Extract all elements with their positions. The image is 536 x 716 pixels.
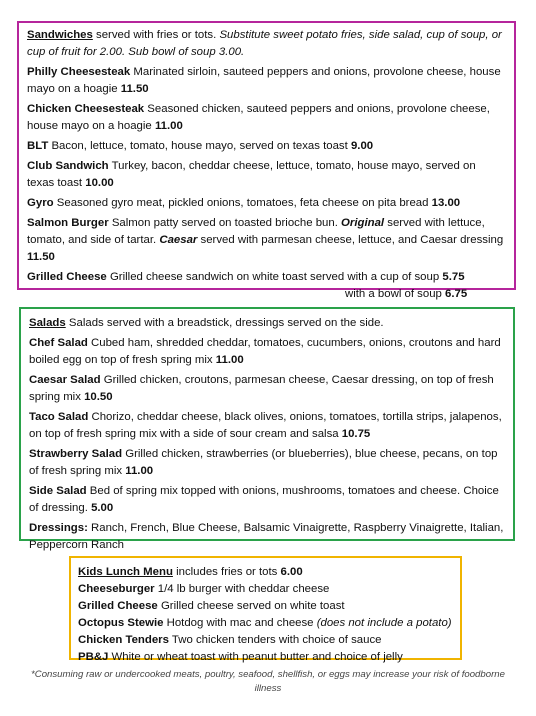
kids-heading: Kids Lunch Menu <box>78 566 173 578</box>
menu-item-kids-grilled-cheese: Grilled Cheese Grilled cheese served on white toast <box>78 600 345 612</box>
grilled-cheese-bowl-option: with a bowl of soup 6.75 <box>345 288 468 300</box>
menu-item-club-sandwich: Club Sandwich Turkey, bacon, cheddar cheese, lettuce, tomato, house mayo, served on texas toast 10.00 <box>27 160 476 189</box>
menu-item-kids-cheeseburger: Cheeseburger 1/4 lb burger with cheddar cheese <box>78 583 330 595</box>
menu-item-octopus-stewie: Octopus Stewie Hotdog with mac and cheese (does not include a potato) <box>78 617 452 629</box>
salads-heading: Salads <box>29 317 66 329</box>
sandwiches-intro: Sandwiches served with fries or tots. Substitute sweet potato fries, side salad, cup of soup, or cup of fruit for 2.00. Sub bowl of soup 3.00. <box>27 29 502 58</box>
dressings-list: Dressings: Ranch, French, Blue Cheese, Balsamic Vinaigrette, Raspberry Vinaigrette, Italian, Peppercorn Ranch <box>29 522 504 551</box>
menu-item-strawberry-salad: Strawberry Salad Grilled chicken, strawberries (or blueberries), blue cheese, pecans, on top of fresh spring mix 11.00 <box>29 448 498 477</box>
menu-item-blt: BLT Bacon, lettuce, tomato, house mayo, served on texas toast 9.00 <box>27 140 374 152</box>
menu-item-philly-cheesesteak: Philly Cheesesteak Marinated sirloin, sauteed peppers and onions, provolone cheese, house mayo on a hoagie 11.50 <box>27 66 501 95</box>
kids-intro: Kids Lunch Menu includes fries or tots 6.00 <box>78 566 303 578</box>
menu-item-gyro: Gyro Seasoned gyro meat, pickled onions, tomatoes, feta cheese on pita bread 13.00 <box>27 197 461 209</box>
menu-item-chef-salad: Chef Salad Cubed ham, shredded cheddar, tomatoes, cucumbers, onions, croutons and hard boiled egg on top of fresh spring mix 11.00 <box>29 337 501 366</box>
menu-item-grilled-cheese: Grilled Cheese Grilled cheese sandwich on white toast served with a cup of soup 5.75 <box>27 271 465 283</box>
menu-item-caesar-salad: Caesar Salad Grilled chicken, croutons, parmesan cheese, Caesar dressing, on top of fresh spring mix 10.50 <box>29 374 494 403</box>
kids-menu-section <box>69 556 462 663</box>
menu-item-pbj: PB&J White or wheat toast with peanut butter and choice of jelly <box>78 651 403 663</box>
sandwiches-heading: Sandwiches <box>27 29 93 41</box>
consumer-advisory-footnote: *Consuming raw or undercooked meats, poultry, seafood, shellfish, or eggs may increase your risk of foodborne illness <box>31 669 505 694</box>
menu-item-chicken-cheesesteak: Chicken Cheesesteak Seasoned chicken, sauteed peppers and onions, provolone cheese, house mayo on a hoagie 11.00 <box>27 103 490 132</box>
sandwiches-section <box>17 21 516 300</box>
menu-item-salmon-burger: Salmon Burger Salmon patty served on toasted brioche bun. Original served with lettuce, tomato, and side of tartar. Caesar served with parmesan cheese, lettuce, and Caesar dressing 11.50 <box>27 217 504 263</box>
menu-item-side-salad: Side Salad Bed of spring mix topped with onions, mushrooms, tomatoes and cheese. Choice of dressing. 5.00 <box>29 485 499 514</box>
salads-intro: Salads Salads served with a breadstick, dressings served on the side. <box>29 317 384 329</box>
salads-section <box>19 307 515 551</box>
menu-item-chicken-tenders: Chicken Tenders Two chicken tenders with choice of sauce <box>78 634 382 646</box>
menu-item-taco-salad: Taco Salad Chorizo, cheddar cheese, black olives, onions, tomatoes, tortilla strips, jalapenos, on top of fresh spring mix with a side of sour cream and salsa 10.75 <box>29 411 502 440</box>
